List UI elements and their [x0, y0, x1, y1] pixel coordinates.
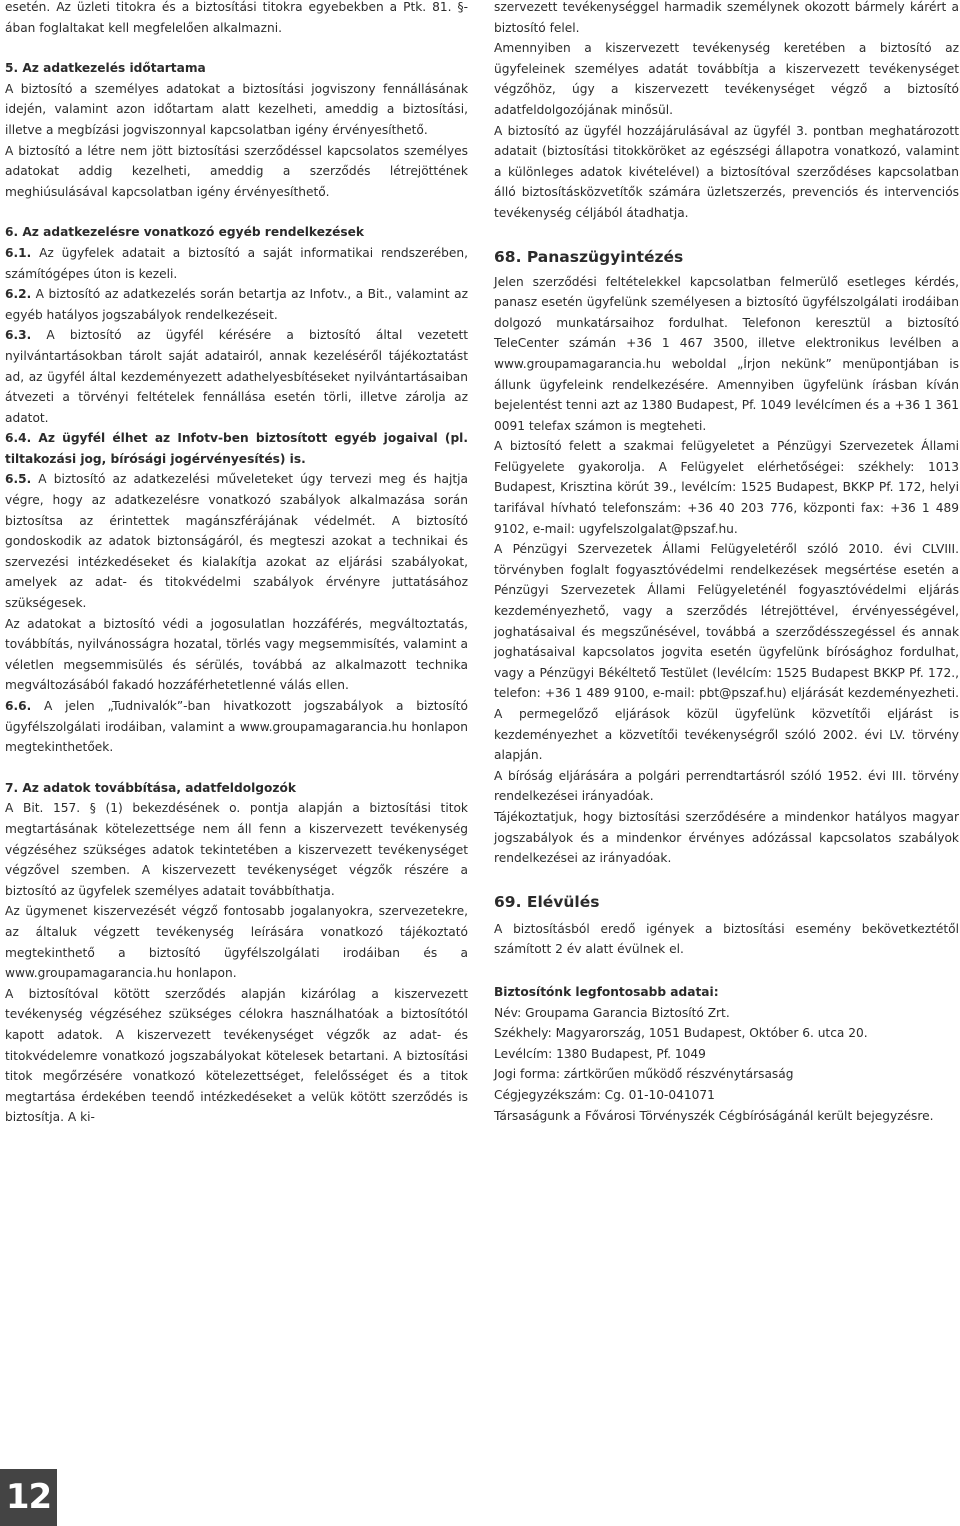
section-6-5-number: 6.5. [5, 472, 32, 487]
company-info-title: Biztosítónk legfontosabb adatai: [494, 984, 719, 999]
page-number: 12 [0, 1469, 57, 1526]
section-6-3-text: A biztosító az ügyfél kérésére a biztosító által vezetett nyilvántartásokban tárolt saját adatairól, annak kezeléséről tájékoztatást ad, az ügyfél által kezdeményezett adathelyesbítéseket nyilvántartásaiban átvezeti a törvényi feltételek fennállása esetén törli, illetve zárolja az adatot. [5, 328, 468, 425]
company-seat: Székhely: Magyarország, 1051 Budapest, Október 6. utca 20. [494, 1026, 868, 1041]
section-6-1-number: 6.1. [5, 245, 32, 260]
continuation-paragraph: szervezett tevékenységgel harmadik személynek okozott bármely kárért a biztosító felel. [494, 0, 959, 35]
section-6-4-text: Az ügyfél élhet az Infotv-ben biztosított egyéb jogaival (pl. tiltakozási jog, bírósági jogérvényesítés) is. [5, 431, 468, 466]
company-court-registration: Társaságunk a Fővárosi Törvényszék Cégbíróságánál került bejegyzésre. [494, 1108, 934, 1123]
section-68-paragraph-4: A bíróság eljárására a polgári perrendtartásról szóló 1952. évi III. törvény rendelkezései irányadóak. [494, 768, 959, 804]
section-6-5 [5, 469, 468, 613]
section-6-4-number: 6.4. [5, 431, 32, 446]
section-6-title: 6. Az adatkezelésre vonatkozó egyéb rendelkezések [5, 225, 364, 240]
section-7-paragraph-3: A biztosítóval kötött szerződés alapján kizárólag a kiszervezett tevékenység végzéséhez szükséges célokra használhatóak a biztosítótól kapott adatok. A kiszervezett tevékenységet végzők az adat- és titokvédelemre vonatkozó jogszabályokat kötelesek betartani. A biztosítási titok megőrzésére vonatkozó kötelezettséget, felelősséget és a titok megtartása érdekében teendő intézkedéseket a velük kötött szerződés is biztosítja. A ki- [5, 986, 468, 1125]
section-6-4 [5, 428, 468, 469]
section-6-2-number: 6.2. [5, 287, 32, 302]
section-6-2 [5, 284, 468, 325]
section-5-title: 5. Az adatkezelés időtartama [5, 61, 206, 76]
right-column [494, 0, 959, 1126]
section-68-paragraph-3: A Pénzügyi Szervezetek Állami Felügyeletéről szóló 2010. évi CLVIII. törvényben foglalt fogyasztóvédelmi rendelkezések megsértése esetén a Pénzügyi Szervezetek Állami Felügyeleténél fogyasztóvédelmi eljárás kezdeményezhető, vagy a szerződés létrejöttével, érvényességével, joghatásaival és megszűnésével, továbbá a szerződésszegéssel és annak joghatásaival kapcsolatos jogvita esetén ügyfelünk bírósághoz fordulhat, vagy a Pénzügyi Békéltető Testület (levélcím: 1525 Budapest BKKP Pf. 172., telefon: +36 1 489 9100, e-mail: pbt@pszaf.hu) eljárását kezdeményezheti. A permegelőző eljárások közül ügyfelünk közvetítői eljárást is kezdeményezhet a közvetítői tevékenységről szóló 2002. évi LV. törvény alapján. [494, 542, 959, 763]
section-6-1-text: Az ügyfelek adatait a biztosító a saját informatikai rendszerében, számítógépes úton is kezeli. [5, 245, 468, 281]
section-68-paragraph-2: A biztosító felett a szakmai felügyeletet a Pénzügyi Szervezetek Állami Felügyelete gyakorolja. A Felügyelet elérhetőségei: székhely: 1013 Budapest, Krisztina körút 39., levélcím: 1525 Budapest, BKKP Pf. 172, helyi tarifával hívható telefonszám: +36 40 203 776, központi fax: +36 1 489 9102, e-mail: ugyfelszolgalat@pszaf.hu. [494, 439, 959, 536]
section-6-2-text: A biztosító az adatkezelés során betartja az Infotv., a Bit., valamint az egyéb hatályos jogszabályok rendelkezéseit. [5, 287, 468, 322]
company-registration-number: Cégjegyzékszám: Cg. 01-10-041071 [494, 1087, 715, 1102]
section-7-title: 7. Az adatok továbbítása, adatfeldolgozók [5, 780, 296, 795]
section-6-3-number: 6.3. [5, 328, 32, 343]
section-6-5-text: A biztosító az adatkezelési műveleteket úgy tervezi meg és hajtja végre, hogy az adatkezelésre vonatkozó szabályok alkalmazása során biztosítsa az érintettek magánszférájának védelmét. A biztosító gondoskodik az adatok biztonságáról, és megteszi azokat a technikai és szervezési intézkedéseket és kialakítja azokat az eljárási szabályokat, amelyek az adat- és titokvédelmi szabályok érvényre juttatásához szükségesek. [5, 472, 468, 611]
section-6-1 [5, 243, 468, 284]
left-column [5, 0, 468, 1128]
section-7-paragraph-2: Az ügymenet kiszervezését végző fontosabb jogalanyokra, szervezetekre, az általuk végzett tevékenység leírására vonatkozó tájékoztató megtekinthető a biztosító ügyfélszolgálati irodáiban és a www.groupamagarancia.hu honlapon. [5, 904, 468, 981]
continuation-paragraph: esetén. Az üzleti titokra és a biztosítási titokra egyebekben a Ptk. 81. §-ában foglaltakat kell megfelelően alkalmazni. [5, 0, 468, 35]
section-6-3 [5, 325, 468, 428]
section-7-paragraph-1: A Bit. 157. § (1) bekezdésének o. pontja alapján a biztosítási titok megtartásának kötelezettsége nem áll fenn a kiszervezett tevékenység végzéséhez szükséges adatok tekintetében a kiszervezett tevékenységet végzővel szemben. A kiszervezett tevékenységet végzők részére a biztosító az ügyfelek személyes adatait továbbíthatja. [5, 801, 468, 898]
outsourcing-paragraph: Amennyiben a kiszervezett tevékenység keretében a biztosító az ügyfeleinek személyes adatát továbbítja a kiszervezett tevékenységet végzőhöz, úgy a kiszervezett tevékenységet végző a biztosító adatfeldolgozójának minősül. [494, 41, 959, 117]
company-name: Név: Groupama Garancia Biztosító Zrt. [494, 1005, 730, 1020]
section-69-title: 69. Elévülés [494, 892, 600, 911]
section-68-paragraph-5: Tájékoztatjuk, hogy biztosítási szerződésére a mindenkor hatályos magyar jogszabályok és a mindenkor érvényes adózással kapcsolatos szabályok rendelkezései az irányadóak. [494, 809, 959, 866]
company-mail-address: Levélcím: 1380 Budapest, Pf. 1049 [494, 1046, 706, 1061]
section-6-6-number: 6.6. [5, 699, 32, 713]
section-69-paragraph: A biztosításból eredő igények a biztosítási esemény bekövetkeztétől számított 2 év alatt évülnek el. [494, 921, 959, 957]
section-68-paragraph-1: Jelen szerződési feltételekkel kapcsolatban felmerülő esetleges kérdés, panasz esetén ügyfelünk személyesen a biztosító ügyfélszolgálati irodáiban dolgozó munkatársaihoz fordulhat. Telefonon keresztül a biztosító TeleCenter számán +36 1 467 3500, illetve elektronikus levélben a www.groupamagarancia.hu weboldal „Írjon nekünk” menüpontjában is állunk ügyfeleink rendelkezésére. Amennyiben ügyfelünk írásban kíván bejelentést tenni azt az 1380 Budapest, Pf. 1049 levélcímen és a +36 1 361 0091 telefax számon is megteheti. [494, 274, 959, 433]
section-6-6-text: A jelen „Tudnivalók”-ban hivatkozott jogszabályok a biztosító ügyfélszolgálati irodáiban, valamint a www.groupamagarancia.hu honlapon megtekinthetőek. [5, 699, 468, 755]
company-legal-form: Jogi forma: zártkörűen működő részvénytársaság [494, 1067, 794, 1082]
section-5-paragraph-2: A biztosító a létre nem jött biztosítási szerződéssel kapcsolatos személyes adatokat addig kezelheti, ameddig a szerződés létrejöttének meghiúsulásával kapcsolatban igény érvényesíthető. [5, 143, 468, 199]
section-6-6 [5, 696, 468, 758]
broker-paragraph: A biztosító az ügyfél hozzájárulásával az ügyfél 3. pontban meghatározott adatait (biztosítási titokköröket az egészségi állapotra vonatkozó, valamint a különleges adatok kivételével) a biztosítóval szerződéses kapcsolatban álló biztosításközvetítők számára üzletszerzés, prevenciós és intervenciós tevékenység céljából átadhatja. [494, 123, 959, 220]
section-68-title: 68. Panaszügyintézés [494, 247, 684, 266]
section-6-5-continued: Az adatokat a biztosító védi a jogosulatlan hozzáférés, megváltoztatás, továbbítás, nyilvánosságra hozatal, törlés vagy megsemmisítés, valamint a véletlen megsemmisülés és sérülés, továbbá az alkalmazott technika megváltozásából fakadó hozzáférhetetlenné válás ellen. [5, 616, 468, 693]
section-5-paragraph-1: A biztosító a személyes adatokat a biztosítási jogviszony fennállásának idején, valamint azon időtartam alatt kezelheti, ameddig a biztosítási, illetve a megbízási jogviszonnyal kapcsolatban igény érvényesíthető. [5, 81, 468, 137]
